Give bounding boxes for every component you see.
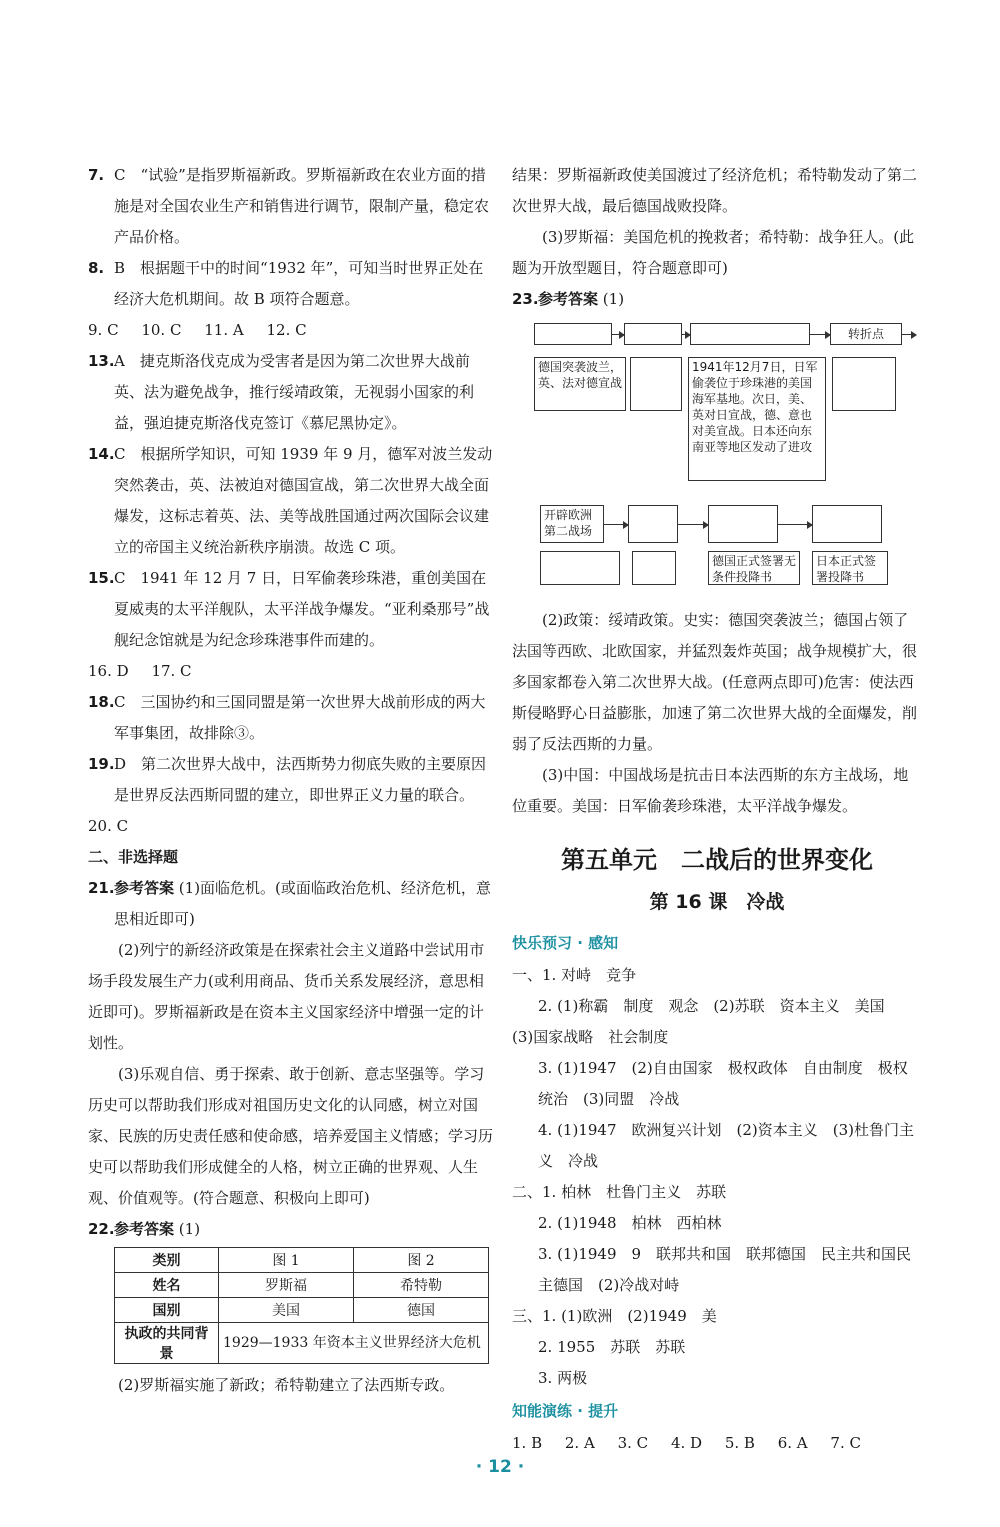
empty-box (540, 551, 620, 585)
preview-section-label: 快乐预习 · 感知 (512, 934, 619, 952)
empty-box (812, 505, 882, 543)
arrow (682, 334, 690, 335)
flow-box-germany-surrender: 德国正式签署无条件投降书 (708, 551, 800, 585)
answer-22-part2: (2)罗斯福实施了新政；希特勒建立了法西斯专政。 (118, 1376, 455, 1394)
arrow (810, 334, 830, 335)
arrow (778, 524, 812, 525)
answer-18: 18. C 三国协约和三国同盟是第一次世界大战前形成的两大军事集团，故排除③。 (88, 693, 486, 742)
list-item: 一、1. 对峙 竞争 (512, 966, 637, 984)
empty-box (630, 357, 682, 411)
table-row: 类别 图 1 图 2 (115, 1248, 489, 1273)
page-number: · 12 · (475, 1457, 525, 1477)
empty-box (832, 357, 896, 411)
answer-23-part3: (3)中国：中国战场是抗击日本法西斯的东方主战场，地位重要。美国：日军偷袭珍珠港，太平洋战争爆发。 (512, 766, 909, 815)
list-item: 三、1. (1)欧洲 (2)1949 美 (512, 1307, 717, 1325)
turning-point-box: 转折点 (830, 323, 902, 345)
table-row: 执政的共同背景 1929—1933 年资本主义世界经济大危机 (115, 1323, 489, 1364)
reference-answer-label: 参考答案 (114, 879, 175, 897)
list-item: 3. (1)1949 9 联邦共和国 联邦德国 民主共和国民主德国 (2)冷战对峙 (538, 1245, 912, 1294)
answer-21: 21. 参考答案 (1)面临危机。(或面临政治危机、经济危机，意思相近即可) (88, 879, 491, 928)
flow-box-pearl-harbor: 1941年12月7日，日军偷袭位于珍珠港的美国海军基地。次日，美、英对日宣战，德、意也对美宣战。日本还向东南亚等地区发动了进攻 (688, 357, 826, 481)
answers-9-12: 9. C 10. C 11. A 12. C (88, 321, 307, 339)
arrow (902, 334, 916, 335)
reference-answer-label: 参考答案 (114, 1220, 175, 1238)
table-row: 姓名 罗斯福 希特勒 (115, 1273, 489, 1298)
practice-section-label: 知能演练 · 提升 (512, 1402, 619, 1420)
answer-22: 22. 参考答案 (1) (88, 1220, 201, 1238)
list-item: 4. (1)1947 欧洲复兴计划 (2)资本主义 (3)杜鲁门主义 冷战 (538, 1121, 914, 1170)
list-item: 二、1. 柏林 杜鲁门主义 苏联 (512, 1183, 727, 1201)
answer-21-part2: (2)列宁的新经济政策是在探索社会主义道路中尝试用市场手段发展生产力(或利用商品、货币关系发展经济，意思相近即可)。罗斯福新政是在资本主义国家经济中增强一定的计划性。 (88, 941, 485, 1052)
arrow (612, 334, 624, 335)
answer-22-continued: 结果：罗斯福新政使美国渡过了经济危机；希特勒发动了第二次世界大战，最后德国战败投降。 (512, 166, 918, 215)
comparison-table (114, 1247, 489, 1364)
flow-box-second-front: 开辟欧洲第二战场 (540, 505, 604, 543)
answer-13: 13. A 捷克斯洛伐克成为受害者是因为第二次世界大战前英、法为避免战争，推行绥靖政策，无视弱小国家的利益，强迫捷克斯洛伐克签订《慕尼黑协定》。 (88, 352, 475, 432)
left-column (88, 160, 498, 1401)
answer-20: 20. C (88, 817, 129, 835)
section-heading-nonchoice: 二、非选择题 (88, 848, 179, 866)
empty-box (628, 505, 678, 543)
arrow (604, 524, 628, 525)
empty-box (690, 323, 810, 345)
right-column (512, 160, 922, 1459)
answer-15: 15. C 1941 年 12 月 7 日，日军偷袭珍珠港，重创美国在夏威夷的太平洋舰队，太平洋战争爆发。“亚利桑那号”战舰纪念馆就是为纪念珍珠港事件而建的。 (88, 569, 490, 649)
list-item: 2. 1955 苏联 苏联 (538, 1338, 686, 1356)
answer-23: 23. 参考答案 (1) (512, 290, 625, 308)
list-item: 2. (1)1948 柏林 西柏林 (538, 1214, 722, 1232)
answer-23-part2: (2)政策：绥靖政策。史实：德国突袭波兰；德国占领了法国等西欧、北欧国家，并猛烈轰炸英国；战争规模扩大，很多国家都卷入第二次世界大战。(任意两点即可)危害：使法西斯侵略野心日益膨胀，加速了第二次世界大战的全面爆发，削弱了反法西斯的力量。 (512, 611, 918, 753)
answer-14: 14. C 根据所学知识，可知 1939 年 9 月，德军对波兰发动突然袭击，英、法被迫对德国宣战，第二次世界大战全面爆发，这标志着英、法、美等战胜国通过两次国际会议建立的帝国主义统治新秩序崩溃。故选 C 项。 (88, 445, 493, 556)
list-item: (3)国家战略 社会制度 (512, 1028, 669, 1046)
wwii-flow-diagram (512, 315, 922, 605)
answer-22-part3: (3)罗斯福：美国危机的挽救者；希特勒：战争狂人。(此题为开放型题目，符合题意即可) (512, 228, 915, 277)
answers-16-17: 16. D 17. C (88, 662, 192, 680)
lesson-title: 第 16 课 冷战 (649, 891, 785, 913)
flow-box-poland: 德国突袭波兰，英、法对德宣战 (534, 357, 626, 411)
table-row: 国别 美国 德国 (115, 1298, 489, 1323)
empty-box (624, 323, 682, 345)
answer-19: 19. D 第二次世界大战中，法西斯势力彻底失败的主要原因是世界反法西斯同盟的建立，即世界正义力量的联合。 (88, 755, 487, 804)
list-item: 3. 两极 (538, 1369, 588, 1387)
empty-box (708, 505, 778, 543)
arrow (678, 524, 708, 525)
answer-21-part3: (3)乐观自信、勇于探索、敢于创新、意志坚强等。学习历史可以帮助我们形成对祖国历史文化的认同感，树立对国家、民族的历史责任感和使命感，培养爱国主义情感；学习历史可以帮助我们形成健全的人格，树立正确的世界观、人生观、价值观等。(符合题意、积极向上即可) (88, 1065, 494, 1207)
empty-box (632, 551, 676, 585)
answer-8: 8. B 根据题干中的时间“1932 年”，可知当时世界正处在经济大危机期间。故 B 项符合题意。 (88, 259, 484, 308)
flow-box-japan-surrender: 日本正式签署投降书 (812, 551, 888, 585)
reference-answer-label: 参考答案 (538, 290, 599, 308)
practice-answers: 1. B 2. A 3. C 4. D 5. B 6. A 7. C (512, 1434, 861, 1452)
unit-title: 第五单元 二战后的世界变化 (561, 846, 873, 874)
empty-box (534, 323, 612, 345)
list-item: 3. (1)1947 (2)自由国家 极权政体 自由制度 极权统治 (3)同盟 冷战 (538, 1059, 908, 1108)
answer-7: 7. C “试验”是指罗斯福新政。罗斯福新政在农业方面的措施是对全国农业生产和销售进行调节，限制产量，稳定农产品价格。 (88, 166, 490, 246)
list-item: 2. (1)称霸 制度 观念 (2)苏联 资本主义 美国 (538, 997, 885, 1015)
